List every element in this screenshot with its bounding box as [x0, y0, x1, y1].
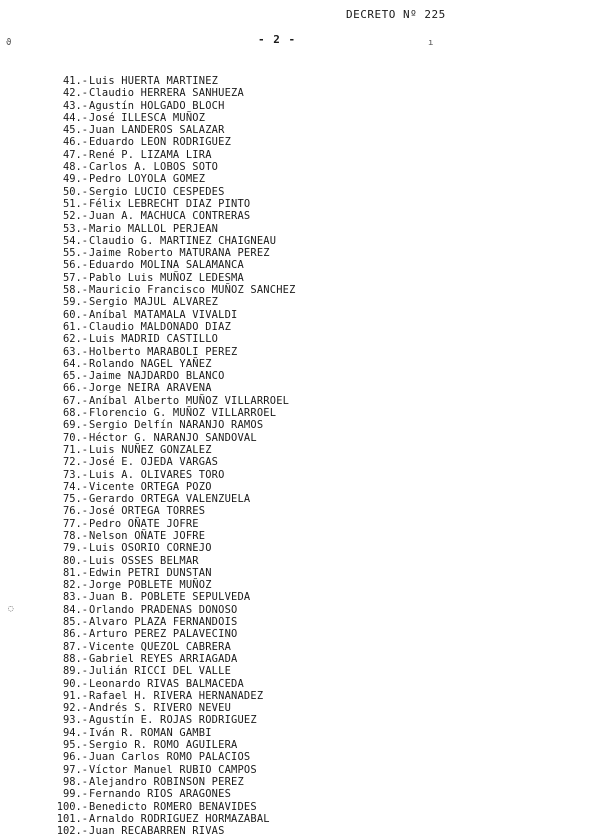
entry-number: 74.-	[62, 480, 88, 493]
entry-number: 101.-	[56, 812, 88, 825]
list-item	[52, 555, 296, 567]
entry-number: 68.-	[62, 407, 88, 420]
list-item	[52, 801, 296, 813]
entry-number: 58.-	[62, 284, 88, 297]
list-item	[52, 591, 296, 603]
entry-number: 65.-	[62, 370, 88, 383]
list-item	[52, 382, 296, 394]
entry-number: 57.-	[62, 271, 88, 284]
decree-number: DECRETO Nº 225	[346, 8, 446, 21]
entry-name: Víctor Manuel RUBIO CAMPOS	[89, 763, 257, 776]
entry-number: 46.-	[62, 136, 88, 149]
list-item	[52, 333, 296, 345]
list-item	[52, 210, 296, 222]
entry-number: 88.-	[62, 652, 88, 665]
entry-name: Arnaldo RODRIGUEZ HORMAZABAL	[89, 812, 270, 825]
entry-number: 83.-	[62, 591, 88, 604]
list-item	[52, 112, 296, 124]
entry-name: Florencio G. MUÑOZ VILLARROEL	[89, 407, 277, 420]
entry-number: 98.-	[62, 775, 88, 788]
entry-name: Jorge POBLETE MUÑOZ	[89, 579, 212, 592]
list-item	[52, 259, 296, 271]
list-item	[52, 136, 296, 148]
entry-name: Pablo Luis MUÑOZ LEDESMA	[89, 271, 244, 284]
list-item	[52, 813, 296, 825]
entry-name: Jaime Roberto MATURANA PEREZ	[89, 247, 270, 260]
name-list	[52, 75, 296, 837]
entry-name: Luis HUERTA MARTINEZ	[89, 75, 219, 87]
entry-number: 48.-	[62, 161, 88, 174]
entry-number: 79.-	[62, 542, 88, 555]
list-item	[52, 321, 296, 333]
list-item	[52, 456, 296, 468]
entry-name: René P. LIZAMA LIRA	[89, 148, 212, 161]
entry-name: Luis A. OLIVARES TORO	[89, 468, 225, 481]
list-item	[52, 235, 296, 247]
entry-number: 44.-	[62, 111, 88, 124]
entry-name: Eduardo MOLINA SALAMANCA	[89, 259, 244, 272]
entry-number: 59.-	[62, 296, 88, 309]
entry-name: Agustín E. ROJAS RODRIGUEZ	[89, 714, 257, 727]
list-item	[52, 198, 296, 210]
list-item	[52, 75, 296, 87]
entry-number: 62.-	[62, 333, 88, 346]
entry-number: 63.-	[62, 345, 88, 358]
entry-number: 102.-	[56, 825, 88, 838]
entry-name: Pedro OÑATE JOFRE	[89, 517, 199, 530]
list-item	[52, 641, 296, 653]
entry-name: Aníbal MATAMALA VIVALDI	[89, 308, 238, 321]
punch-hole-mark: ◌	[8, 604, 14, 614]
entry-name: Luis OSSES BELMAR	[89, 554, 199, 567]
list-item	[52, 616, 296, 628]
entry-name: José ILLESCA MUÑOZ	[89, 111, 206, 124]
entry-name: Juan B. POBLETE SEPULVEDA	[89, 591, 251, 604]
list-item	[52, 395, 296, 407]
entry-number: 76.-	[62, 505, 88, 518]
entry-number: 82.-	[62, 579, 88, 592]
list-item	[52, 407, 296, 419]
list-item	[52, 530, 296, 542]
entry-number: 47.-	[62, 148, 88, 161]
entry-name: Claudio G. MARTINEZ CHAIGNEAU	[89, 234, 277, 247]
entry-number: 52.-	[62, 210, 88, 223]
entry-number: 67.-	[62, 394, 88, 407]
list-item	[52, 124, 296, 136]
entry-name: Juan Carlos ROMO PALACIOS	[89, 751, 251, 764]
list-item	[52, 469, 296, 481]
list-item	[52, 100, 296, 112]
entry-name: Juan RECABARREN RIVAS	[89, 825, 225, 838]
entry-name: Leonardo RIVAS BALMACEDA	[89, 677, 244, 690]
entry-name: Agustín HOLGADO BLOCH	[89, 99, 225, 112]
entry-number: 71.-	[62, 443, 88, 456]
entry-number: 73.-	[62, 468, 88, 481]
entry-number: 100.-	[56, 800, 88, 813]
entry-number: 92.-	[62, 702, 88, 715]
list-item	[52, 739, 296, 751]
entry-name: Fernando RIOS ARAGONES	[89, 788, 232, 801]
entry-name: Sergio MAJUL ALVAREZ	[89, 296, 219, 309]
entry-name: Jorge NEIRA ARAVENA	[89, 382, 212, 395]
list-item	[52, 444, 296, 456]
entry-name: Vicente QUEZOL CABRERA	[89, 640, 232, 653]
list-item	[52, 432, 296, 444]
entry-number: 45.-	[62, 124, 88, 137]
entry-name: Gerardo ORTEGA VALENZUELA	[89, 493, 251, 506]
entry-name: José ORTEGA TORRES	[89, 505, 206, 518]
entry-number: 87.-	[62, 640, 88, 653]
entry-number: 54.-	[62, 234, 88, 247]
entry-number: 43.-	[62, 99, 88, 112]
list-item	[52, 764, 296, 776]
entry-number: 77.-	[62, 517, 88, 530]
entry-number: 89.-	[62, 665, 88, 678]
list-item	[52, 825, 296, 837]
list-item	[52, 518, 296, 530]
entry-name: Mauricio Francisco MUÑOZ SANCHEZ	[89, 284, 296, 297]
entry-name: Claudio MALDONADO DIAZ	[89, 320, 232, 333]
entry-number: 55.-	[62, 247, 88, 260]
list-item	[52, 579, 296, 591]
entry-number: 51.-	[62, 197, 88, 210]
entry-number: 69.-	[62, 419, 88, 432]
entry-number: 70.-	[62, 431, 88, 444]
list-item	[52, 149, 296, 161]
margin-mark: ϑ	[6, 38, 12, 48]
entry-number: 97.-	[62, 763, 88, 776]
list-item	[52, 296, 296, 308]
entry-number: 93.-	[62, 714, 88, 727]
list-item	[52, 481, 296, 493]
entry-number: 81.-	[62, 566, 88, 579]
entry-number: 86.-	[62, 628, 88, 641]
list-item	[52, 567, 296, 579]
entry-name: Félix LEBRECHT DIAZ PINTO	[89, 197, 251, 210]
entry-name: Alvaro PLAZA FERNANDOIS	[89, 616, 238, 629]
entry-name: Luis MADRID CASTILLO	[89, 333, 219, 346]
entry-name: Carlos A. LOBOS SOTO	[89, 161, 219, 174]
list-item	[52, 702, 296, 714]
list-item	[52, 247, 296, 259]
entry-number: 85.-	[62, 616, 88, 629]
list-item	[52, 542, 296, 554]
entry-number: 78.-	[62, 529, 88, 542]
entry-number: 84.-	[62, 603, 88, 616]
entry-name: Sergio Delfín NARANJO RAMOS	[89, 419, 264, 432]
entry-number: 53.-	[62, 222, 88, 235]
entry-number: 80.-	[62, 554, 88, 567]
entry-name: Héctor G. NARANJO SANDOVAL	[89, 431, 257, 444]
entry-name: Edwin PETRI DUNSTAN	[89, 566, 212, 579]
entry-name: Sergio R. ROMO AGUILERA	[89, 739, 238, 752]
entry-number: 96.-	[62, 751, 88, 764]
entry-name: Andrés S. RIVERO NEVEU	[89, 702, 232, 715]
list-item	[52, 173, 296, 185]
entry-name: Alejandro ROBINSON PEREZ	[89, 775, 244, 788]
entry-number: 49.-	[62, 173, 88, 186]
list-item	[52, 284, 296, 296]
entry-name: Rolando NAGEL YAÑEZ	[89, 357, 212, 370]
list-item	[52, 419, 296, 431]
entry-number: 94.-	[62, 726, 88, 739]
list-item	[52, 358, 296, 370]
entry-name: Aníbal Alberto MUÑOZ VILLARROEL	[89, 394, 290, 407]
entry-name: Iván R. ROMAN GAMBI	[89, 726, 212, 739]
entry-number: 61.-	[62, 320, 88, 333]
page-number: - 2 -	[258, 33, 297, 46]
entry-name: Gabriel REYES ARRIAGADA	[89, 652, 238, 665]
list-item	[52, 788, 296, 800]
list-item	[52, 653, 296, 665]
list-item	[52, 161, 296, 173]
list-item	[52, 346, 296, 358]
entry-name: Vicente ORTEGA POZO	[89, 480, 212, 493]
entry-number: 95.-	[62, 739, 88, 752]
list-item	[52, 751, 296, 763]
entry-name: Arturo PEREZ PALAVECINO	[89, 628, 238, 641]
entry-name: Nelson OÑATE JOFRE	[89, 529, 206, 542]
entry-name: Benedicto ROMERO BENAVIDES	[89, 800, 257, 813]
list-item	[52, 714, 296, 726]
entry-name: Luis OSORIO CORNEJO	[89, 542, 212, 555]
list-item	[52, 272, 296, 284]
entry-name: Mario MALLOL PERJEAN	[89, 222, 219, 235]
list-item	[52, 370, 296, 382]
entry-name: Julián RICCI DEL VALLE	[89, 665, 232, 678]
list-item	[52, 628, 296, 640]
entry-number: 56.-	[62, 259, 88, 272]
list-item	[52, 665, 296, 677]
list-item	[52, 690, 296, 702]
list-item	[52, 776, 296, 788]
list-item	[52, 493, 296, 505]
list-item	[52, 505, 296, 517]
entry-number: 64.-	[62, 357, 88, 370]
entry-name: Holberto MARABOLI PEREZ	[89, 345, 238, 358]
entry-number: 91.-	[62, 689, 88, 702]
entry-number: 99.-	[62, 788, 88, 801]
entry-number: 66.-	[62, 382, 88, 395]
entry-number: 42.-	[62, 87, 88, 100]
entry-name: José E. OJEDA VARGAS	[89, 456, 219, 469]
entry-name: Juan A. MACHUCA CONTRERAS	[89, 210, 251, 223]
list-item	[52, 727, 296, 739]
entry-name: Eduardo LEON RODRIGUEZ	[89, 136, 232, 149]
entry-name: Luis NUÑEZ GONZALEZ	[89, 443, 212, 456]
entry-name: Rafael H. RIVERA HERNANADEZ	[89, 689, 264, 702]
entry-name: Claudio HERRERA SANHUEZA	[89, 87, 244, 100]
list-item	[52, 309, 296, 321]
entry-name: Jaime NAJDARDO BLANCO	[89, 370, 225, 383]
entry-number: 90.-	[62, 677, 88, 690]
entry-number: 50.-	[62, 185, 88, 198]
list-item	[52, 604, 296, 616]
list-item	[52, 223, 296, 235]
list-item	[52, 87, 296, 99]
entry-number: 72.-	[62, 456, 88, 469]
list-item	[52, 186, 296, 198]
entry-name: Pedro LOYOLA GOMEZ	[89, 173, 206, 186]
entry-number: 60.-	[62, 308, 88, 321]
margin-mark: ı	[428, 38, 434, 48]
entry-number: 75.-	[62, 493, 88, 506]
entry-name: Juan LANDEROS SALAZAR	[89, 124, 225, 137]
list-item	[52, 678, 296, 690]
entry-name: Orlando PRADENAS DONOSO	[89, 603, 238, 616]
entry-name: Sergio LUCIO CESPEDES	[89, 185, 225, 198]
entry-number: 41.-	[62, 75, 88, 87]
